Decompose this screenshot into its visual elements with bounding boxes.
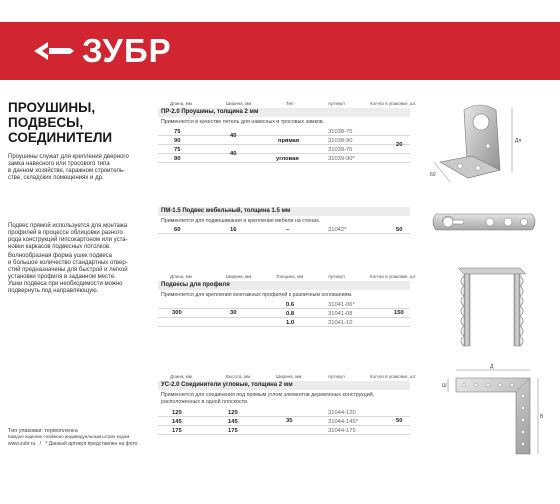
section-note: Применяется в качестве петель для навесных и тросовых замков. (161, 119, 325, 125)
table-row: 1.0 31041-10 (158, 319, 410, 327)
table-row: 175 175 31044-175 (158, 427, 410, 435)
section-title: Подвесы для профиля (158, 281, 410, 290)
table-row: 120 120 31044-120 (158, 409, 410, 417)
brand-banner (0, 22, 560, 80)
brand-logo-text: ЗУБР (82, 32, 172, 69)
table-header: Длина, мм Ширина, мм Тип Артикул Кол-во в упаковке, шт. (170, 101, 417, 106)
table-header: Длина, мм Ширина, мм Толщина, мм Артикул Кол-во в упаковке, шт. (170, 274, 417, 279)
svg-text:В: В (540, 414, 544, 420)
section-note: Применяется для подвешивания и крепления мебели на стенах. (161, 218, 321, 224)
intro-paragraph-3: Волнообразная форма ушек подвеса и большое количество стандартных отвер- стий предназначены для быстрой и легкой установки профиля в заданном месте. Ушки подвеса при необходимости можно подвернуть под направляющую. (8, 253, 128, 294)
section-title: ПР-2.0 Проушины, толщина 2 мм (158, 108, 410, 117)
section-title: ПМ-1.5 Подвес мебельный, толщина 1.5 мм (158, 207, 410, 216)
section-note: Применяется для соединения под прямым углом элементов деревянных конструкций, расположенных в одной плоскости. (161, 392, 375, 405)
site-line: www.zubr.ru / * Данный артикул представлен на фото (8, 441, 138, 447)
svg-text:Д: Д (490, 364, 494, 370)
page-title: ПРОУШИНЫ, ПОДВЕСЫ, СОЕДИНИТЕЛИ (8, 100, 113, 145)
intro-paragraph-1: Проушины служат для крепления дверного замка навесного или тросового типа в дачном хозяйстве, гаражном строитель- стве, складских помещениях и др. (8, 154, 129, 181)
intro-column (8, 100, 158, 295)
table-row: 60 16 – 31042* 50 (158, 226, 410, 234)
section-note: Применяется для крепления монтажных профилей к различным основаниям. (161, 292, 353, 298)
section-pr20 (158, 100, 417, 168)
photo-note: * Данный артикул представлен на фото (45, 441, 138, 447)
table-body: 0.6 31041-06* 0.8 31041-08 1.0 31041-10 300 30 150 (158, 301, 410, 331)
section-profile-hangers (158, 273, 417, 331)
section-pm15 (158, 207, 410, 235)
table-row: 145 145 31044-145* (158, 418, 410, 426)
table-body (158, 226, 410, 235)
table-body: 75 31038-75 90 прямая 31038-90 75 31039-75 90 угловая 31039-90* 40 40 20 (158, 128, 410, 168)
table-row: 75 31038-75 (158, 128, 410, 136)
furniture-hanger-illustration (428, 206, 540, 238)
section-us20 (158, 373, 417, 439)
angle-connector-illustration (442, 358, 546, 462)
svg-text:Ш: Ш (442, 383, 447, 389)
svg-text:Дл: Дл (515, 138, 522, 144)
profile-hanger-illustration (440, 256, 540, 352)
pack-note: Тип упаковки: термопленка Каждое изделие снабжено индивидуальным штрих-кодом (8, 428, 130, 439)
table-body: 120 120 31044-120 145 145 31044-145* 175 175 31044-175 35 50 (158, 409, 410, 439)
eye-bracket-illustration (420, 100, 540, 190)
brand-emblem-icon (34, 40, 74, 62)
intro-paragraph-2: Подвес прямой используется для монтажа профилей в процессе облицовки разного рода конструкций гипсокартоном или уста- новки каркасов подвесных потолков. (8, 223, 128, 250)
section-title: УС-2.0 Соединители угловые, толщина 2 мм (158, 381, 410, 390)
svg-text:60: 60 (430, 172, 436, 178)
table-row: 75 31039-75 (158, 146, 410, 154)
table-header: Длина, мм Высота, мм Ширина, мм Артикул Кол-во в упаковке, шт. (170, 374, 417, 379)
table-row: 0.6 31041-06* (158, 301, 410, 309)
site-link[interactable]: www.zubr.ru (8, 441, 36, 447)
table-row: 0.8 31041-08 (158, 310, 410, 318)
table-row: 90 прямая 31038-90 (158, 137, 410, 145)
brand-logo (34, 34, 172, 68)
table-row: 90 угловая 31039-90* (158, 155, 410, 163)
